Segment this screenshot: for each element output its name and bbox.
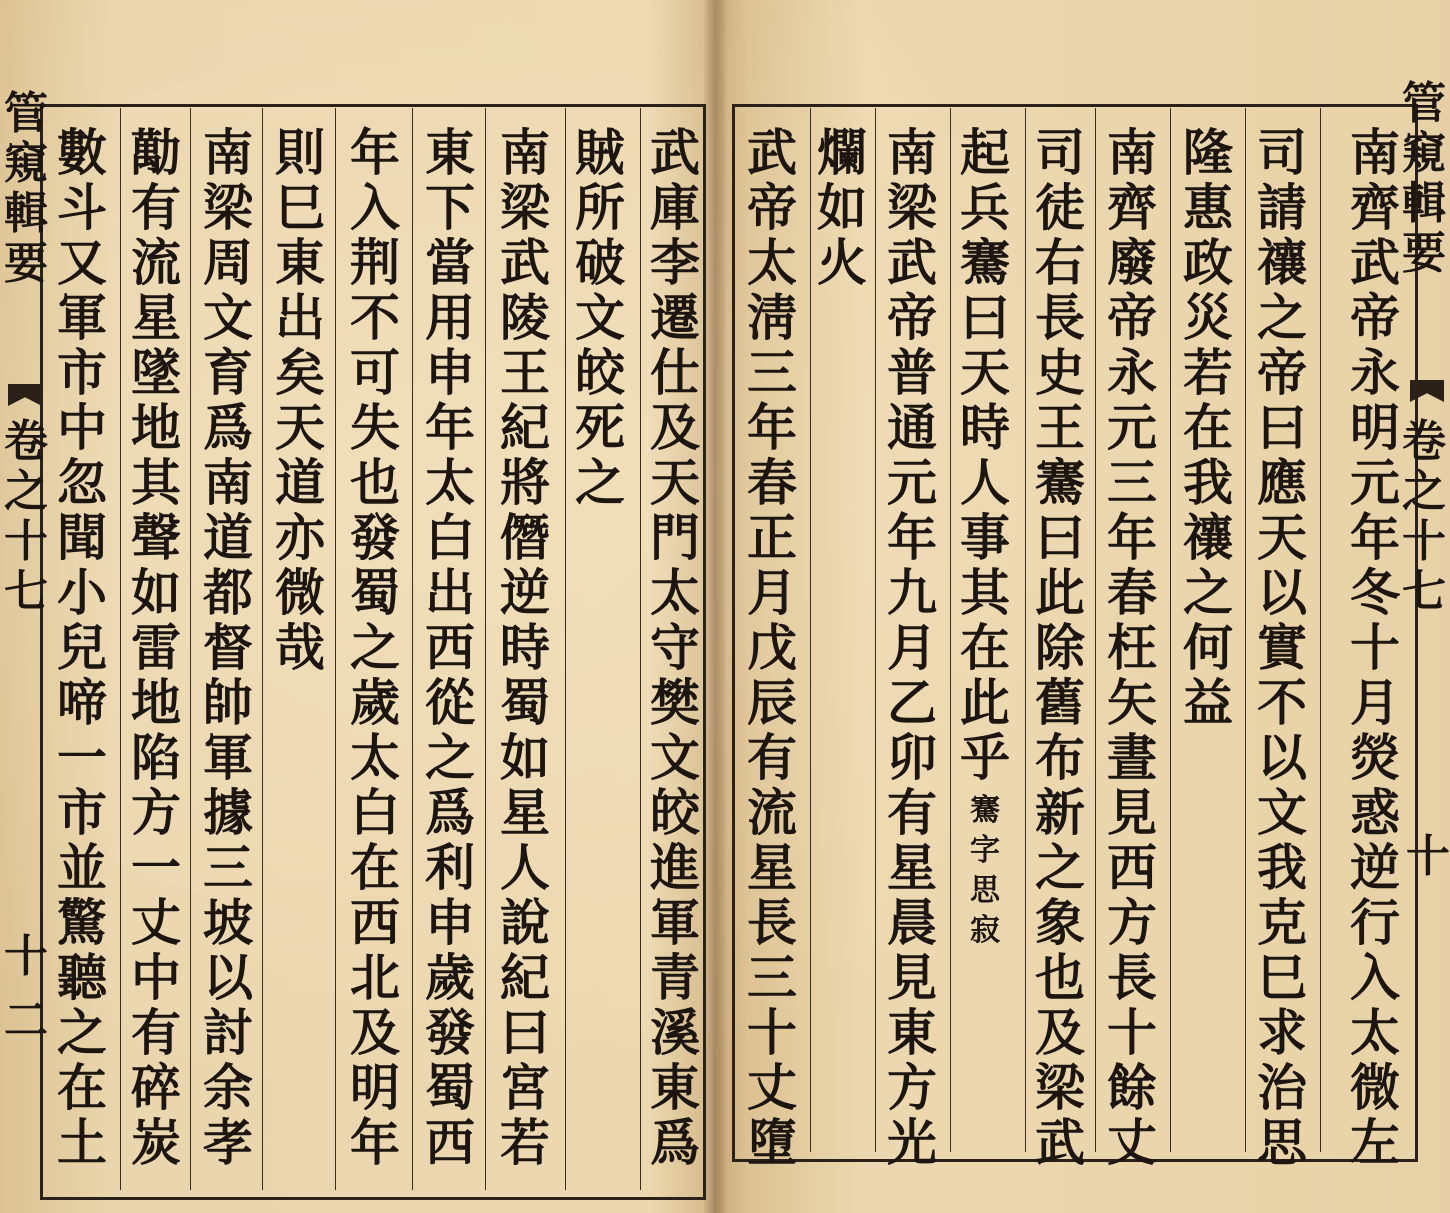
interlinear-note: 騫 字 思 寂 (970, 793, 1000, 948)
column-rule (120, 108, 121, 1190)
text-column: 南 齊 武 帝 永 明 元 年 冬 十 月 熒 惑 逆 行 入 太 微 左 (1350, 123, 1400, 1172)
text-column: 則 巳 東 出 矣 天 道 亦 微 哉 (275, 123, 325, 677)
column-rule (485, 108, 486, 1190)
column-rule (810, 108, 811, 1152)
text-column: 司 徒 右 長 史 王 騫 曰 此 除 舊 布 新 之 象 也 及 梁 武 (1035, 123, 1085, 1172)
text-column: 年 入 荆 不 可 失 也 發 蜀 之 歲 太 白 在 西 北 及 明 年 (350, 123, 400, 1172)
text-column: 南 梁 武 帝 普 通 元 年 九 月 乙 卯 有 星 晨 見 東 方 光 (887, 123, 937, 1172)
column-rule (1245, 108, 1246, 1152)
column-rule (1025, 108, 1026, 1152)
text-column: 數 斗 又 軍 市 中 忽 聞 小 兒 啼 一 市 並 驚 聽 之 在 土 (57, 123, 107, 1172)
text-column: 隆 惠 政 災 若 在 我 禳 之 何 益 (1183, 123, 1233, 732)
text-column: 爛 如 火 (817, 123, 867, 292)
text-column: 起 兵 騫 曰 天 時 人 事 其 在 此 乎 (960, 123, 1010, 787)
column-rule (1170, 108, 1171, 1152)
right-page-number: 十 (1406, 831, 1450, 882)
column-rule (1320, 108, 1321, 1152)
left-page (0, 0, 712, 1213)
column-rule (1095, 108, 1096, 1152)
left-page-number: 十二 (4, 931, 48, 1046)
text-column: 南 梁 周 文 育 爲 南 道 都 督 帥 軍 據 三 坡 以 討 余 孝 (203, 123, 253, 1172)
right-volume-label: 卷 之 十 七 (1402, 416, 1446, 617)
right-ban-xin: 管 窺 輯 要 (1402, 78, 1446, 279)
text-column: 勱 有 流 星 墜 地 其 聲 如 雷 地 陷 方 一 丈 中 有 碎 炭 (131, 123, 181, 1172)
text-column: 南 梁 武 陵 王 紀 將 僭 逆 時 蜀 如 星 人 說 紀 曰 宮 若 (500, 123, 550, 1172)
left-book-title: 管 窺 輯 要 (4, 88, 48, 289)
column-rule (412, 108, 413, 1190)
column-rule (565, 108, 566, 1190)
left-ban-xin (4, 88, 48, 292)
fish-tail-mark (8, 384, 42, 406)
column-rule (262, 108, 263, 1190)
right-page (720, 0, 1450, 1213)
left-volume-label: 卷 之 十 七 (4, 416, 48, 617)
text-column: 東 下 當 用 申 年 太 白 出 西 從 之 爲 利 申 歲 發 蜀 西 (425, 123, 475, 1172)
text-column: 司 請 禳 之 帝 曰 應 天 以 實 不 以 文 我 克 巳 求 治 思 (1257, 123, 1307, 1172)
column-rule (950, 108, 951, 1152)
column-rule (875, 108, 876, 1152)
column-rule (640, 108, 641, 1190)
text-column: 南 齊 廢 帝 永 元 三 年 春 枉 矢 晝 見 西 方 長 十 餘 丈 (1107, 123, 1157, 1172)
text-column: 賊 所 破 文 皎 死 之 (575, 123, 625, 512)
fish-tail-mark (1410, 380, 1444, 402)
column-rule (335, 108, 336, 1190)
text-column: 武 庫 李 遷 仕 及 天 門 太 守 樊 文 皎 進 軍 青 溪 東 爲 (650, 123, 700, 1172)
text-column: 武 帝 太 淸 三 年 春 正 月 戊 辰 有 流 星 長 三 十 丈 墮 (747, 123, 797, 1172)
column-rule (190, 108, 191, 1190)
